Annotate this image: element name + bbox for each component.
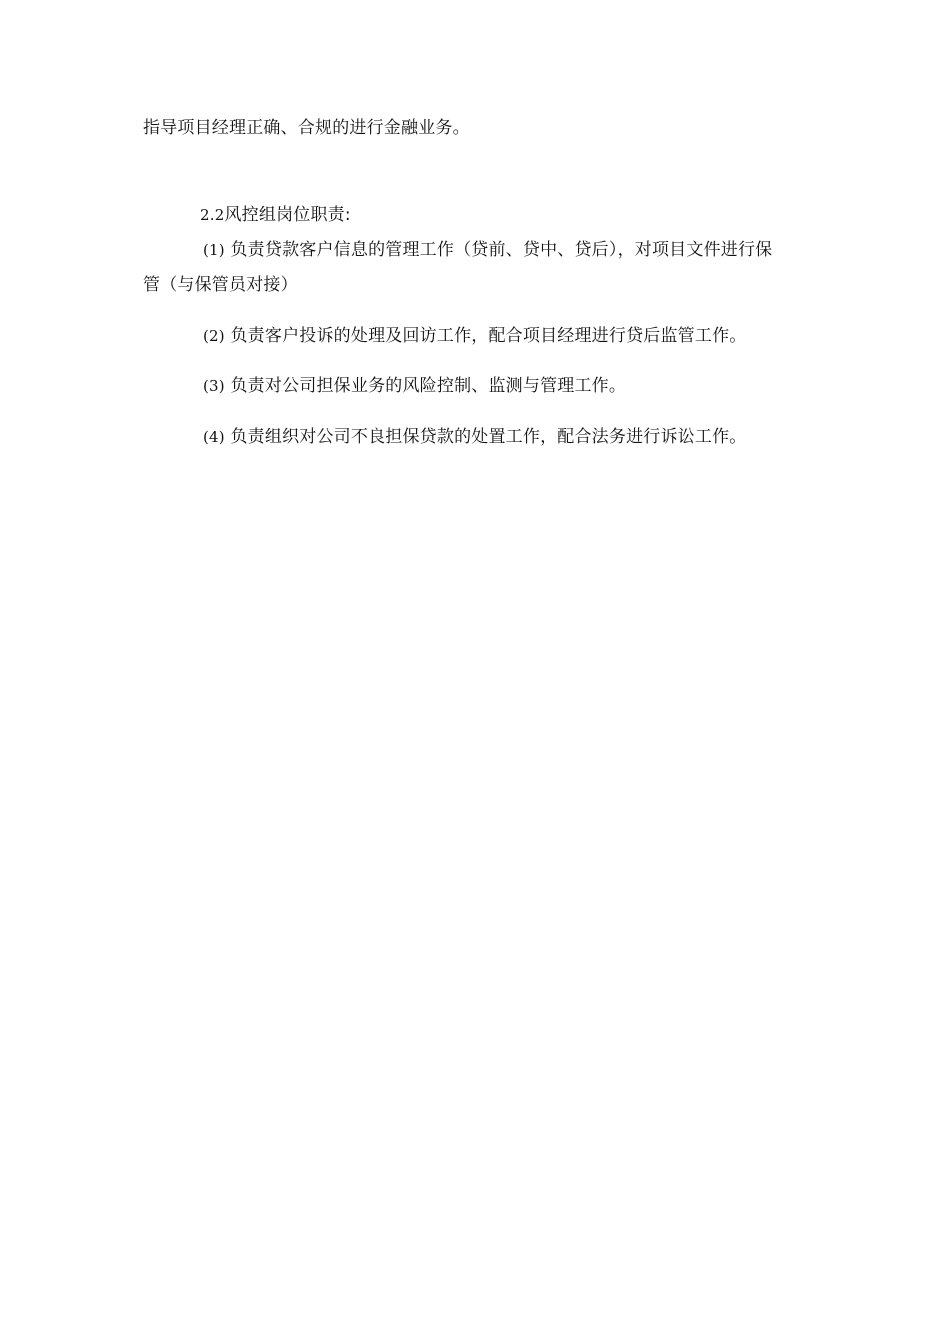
list-item-1 — [203, 239, 772, 261]
intro-text: 指导项目经理正确、合规的进行金融业务。 — [143, 118, 470, 138]
list-item-number: (2) — [203, 327, 225, 345]
list-item-number: (1) — [203, 241, 225, 259]
section-title: 风控组岗位职责: — [224, 205, 351, 225]
list-item-4 — [203, 426, 746, 448]
list-item-number: (3) — [203, 377, 225, 395]
section-number: 2.2 — [200, 206, 225, 224]
list-item-1-continuation — [143, 274, 298, 296]
section-heading — [200, 204, 351, 226]
list-item-2 — [203, 325, 746, 347]
list-item-text-continuation: 管（与保管员对接） — [143, 275, 298, 295]
list-item-3 — [203, 375, 626, 397]
intro-paragraph — [143, 117, 470, 139]
list-item-text: 负责客户投诉的处理及回访工作，配合项目经理进行贷后监管工作。 — [230, 326, 747, 346]
list-item-number: (4) — [203, 428, 225, 446]
list-item-text: 负责贷款客户信息的管理工作（贷前、贷中、贷后），对项目文件进行保 — [230, 240, 773, 260]
list-item-text: 负责组织对公司不良担保贷款的处置工作，配合法务进行诉讼工作。 — [230, 427, 747, 447]
list-item-text: 负责对公司担保业务的风险控制、监测与管理工作。 — [230, 376, 627, 396]
